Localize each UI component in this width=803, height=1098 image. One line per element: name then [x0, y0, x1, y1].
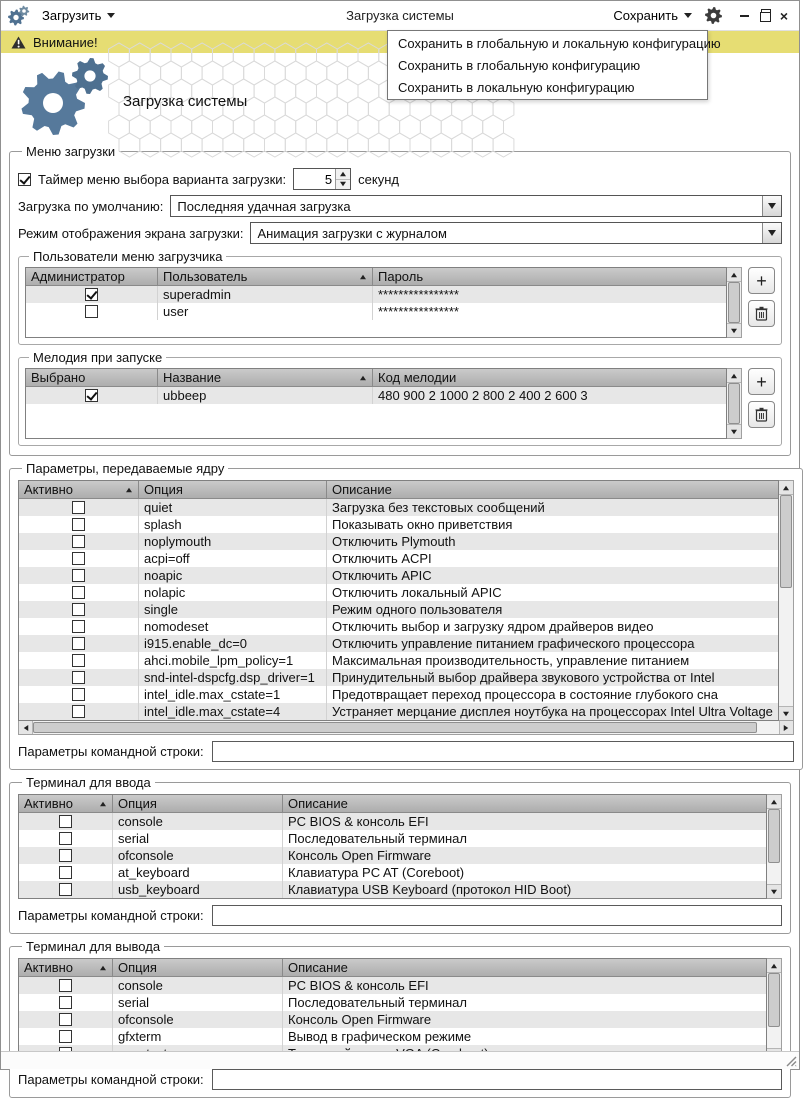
timer-checkbox[interactable] [18, 173, 31, 186]
window-close-button[interactable] [775, 7, 793, 25]
table-body [19, 977, 766, 1062]
row-checkbox[interactable] [59, 979, 72, 992]
cell-option: gfxterm [113, 1028, 283, 1045]
default-boot-label: Загрузка по умолчанию: [18, 198, 164, 214]
table-body [26, 387, 726, 438]
output-terminal-cmdline-input[interactable] [212, 1069, 782, 1090]
save-button[interactable] [609, 5, 696, 26]
cmdline-label: Параметры командной строки: [18, 1072, 204, 1087]
row-checkbox[interactable] [72, 535, 85, 548]
table-row[interactable] [19, 601, 778, 618]
row-checkbox[interactable] [72, 586, 85, 599]
scrollbar-track[interactable] [33, 721, 779, 734]
gears-logo-icon [17, 57, 113, 137]
checkbox-cell [19, 1028, 113, 1045]
scrollbar-thumb[interactable] [728, 282, 740, 323]
section-startup-melody [18, 350, 782, 446]
timer-label: Таймер меню выбора варианта загрузки: [38, 171, 287, 187]
spinner-buttons [335, 169, 350, 189]
toolbar-title: Загрузка системы [346, 8, 454, 23]
cell-description: Последовательный терминал [288, 831, 467, 846]
cell-option: noplymouth [139, 533, 327, 550]
timer-input[interactable] [294, 169, 335, 189]
table-row[interactable] [19, 1028, 766, 1045]
display-mode-combobox[interactable] [250, 222, 782, 244]
row-checkbox[interactable] [72, 637, 85, 650]
row-checkbox[interactable] [72, 705, 85, 718]
row-checkbox[interactable] [72, 654, 85, 667]
add-user-button[interactable] [748, 267, 775, 294]
row-checkbox[interactable] [72, 569, 85, 582]
cell-option: quiet [139, 499, 327, 516]
checkbox-cell [19, 635, 139, 652]
row-checkbox[interactable] [72, 518, 85, 531]
scrollbar-track[interactable] [767, 973, 781, 1048]
cell-name: ubbeep [158, 387, 373, 404]
row-checkbox[interactable] [72, 688, 85, 701]
menu-item-save-global-and-local[interactable]: Сохранить в глобальную и локальную конфигурацию [398, 35, 721, 51]
scrollbar-track[interactable] [779, 495, 793, 706]
table-row[interactable] [19, 584, 778, 601]
cell-option: serial [113, 994, 283, 1011]
column-header-option[interactable]: Опция [113, 795, 283, 812]
cell-description: Отключить ACPI [332, 551, 432, 566]
sort-asc-icon [126, 487, 132, 492]
cell-option: ofconsole [113, 847, 283, 864]
checkbox-cell [19, 516, 139, 533]
table-row[interactable] [19, 635, 778, 652]
checkbox-cell [19, 499, 139, 516]
checkbox-cell [19, 881, 113, 898]
scroll-down-button[interactable] [727, 424, 741, 438]
table-header [19, 795, 766, 813]
triangle-left-icon [23, 725, 28, 731]
checkbox-cell [26, 303, 158, 320]
cell-password: **************** [378, 304, 459, 319]
column-header-label: Активно [24, 960, 74, 975]
table-row[interactable] [26, 303, 726, 320]
row-checkbox[interactable] [59, 849, 72, 862]
app-gears-icon [7, 5, 30, 26]
menu-item-save-global[interactable]: Сохранить в глобальную конфигурацию [398, 57, 641, 73]
cell-description: Клавиатура PC AT (Coreboot) [288, 865, 465, 880]
warning-label: Внимание! [33, 34, 98, 50]
timer-spinner [293, 168, 351, 190]
table-actions [748, 368, 775, 428]
checkbox-cell [26, 286, 158, 303]
scrollbar-thumb[interactable] [768, 973, 780, 1027]
table-row[interactable] [19, 499, 778, 516]
cell-option: nomodeset [139, 618, 327, 635]
cell-option: ahci.mobile_lpm_policy=1 [139, 652, 327, 669]
cell-option: snd-intel-dspcfg.dsp_driver=1 [139, 669, 327, 686]
section-output-terminal [9, 939, 791, 1098]
checkbox-cell [26, 387, 158, 404]
cell-option: ofconsole [113, 1011, 283, 1028]
scrollbar-track[interactable] [767, 809, 781, 884]
row-checkbox[interactable] [59, 1013, 72, 1026]
chevron-down-icon [107, 13, 115, 18]
cell-password: **************** [378, 287, 459, 302]
settings-gear-icon[interactable] [704, 6, 723, 25]
triangle-right-icon [784, 725, 789, 731]
column-header-active[interactable] [19, 959, 113, 976]
maximize-icon [760, 12, 769, 20]
column-header-description[interactable]: Описание [332, 482, 392, 497]
column-header-label: Активно [24, 482, 74, 497]
window-minimize-button[interactable] [735, 7, 753, 25]
column-header-password[interactable]: Пароль [378, 269, 424, 284]
scroll-left-button[interactable] [19, 721, 33, 734]
cell-description: PC BIOS & консоль EFI [288, 978, 429, 993]
checkbox-cell [19, 533, 139, 550]
cell-option: intel_idle.max_cstate=1 [139, 686, 327, 703]
cell-description: Предотвращает переход процессора в состояние глубокого сна [332, 687, 718, 702]
scroll-up-button[interactable] [727, 268, 741, 282]
checkbox-cell [19, 813, 113, 830]
cell-code: 480 900 2 1000 2 800 2 400 2 600 3 [378, 388, 588, 403]
row-checkbox[interactable] [72, 603, 85, 616]
combobox-value: Последняя удачная загрузка [177, 198, 351, 214]
table-row[interactable] [19, 567, 778, 584]
sort-asc-icon [360, 274, 366, 279]
section-legend: Меню загрузки [26, 144, 116, 159]
table-row[interactable] [19, 618, 778, 635]
section-kernel-params [9, 461, 803, 770]
output-terminal-table [18, 958, 767, 1063]
close-icon: × [779, 7, 789, 24]
row-checkbox[interactable] [85, 288, 98, 301]
table-header [26, 268, 726, 286]
input-terminal-table [18, 794, 767, 899]
page-title: Загрузка системы [123, 93, 248, 110]
checkbox-cell [19, 669, 139, 686]
cell-option: noapic [139, 567, 327, 584]
add-icon: + [756, 270, 767, 291]
triangle-up-icon [783, 485, 789, 490]
checkbox-cell [19, 618, 139, 635]
row-checkbox[interactable] [72, 620, 85, 633]
triangle-up-icon [340, 172, 346, 177]
scroll-down-button[interactable] [727, 323, 741, 337]
input-terminal-cmdline-input[interactable] [212, 905, 782, 926]
cell-user: user [158, 303, 373, 320]
scrollbar-thumb[interactable] [33, 722, 757, 733]
table-row[interactable] [19, 669, 778, 686]
table-row[interactable] [26, 387, 726, 404]
scroll-down-button[interactable] [779, 706, 793, 720]
load-button-label: Загрузить [42, 8, 102, 23]
column-header-name[interactable] [158, 369, 373, 386]
checkbox-cell [19, 703, 139, 720]
sort-asc-icon [360, 375, 366, 380]
triangle-up-icon [731, 373, 737, 378]
table-row[interactable] [19, 881, 766, 898]
table-header [19, 959, 766, 977]
cmdline-label: Параметры командной строки: [18, 744, 204, 759]
sort-asc-icon [100, 801, 106, 806]
combobox-value: Анимация загрузки с журналом [257, 225, 447, 241]
column-header-option[interactable]: Опция [113, 959, 283, 976]
vertical-scrollbar[interactable] [767, 958, 782, 1063]
toolbar [1, 1, 799, 31]
row-checkbox[interactable] [59, 1030, 72, 1043]
trash-icon [755, 407, 768, 422]
section-input-terminal [9, 775, 791, 934]
scrollbar-thumb[interactable] [728, 383, 740, 424]
table-row[interactable] [19, 652, 778, 669]
menu-item-save-local[interactable]: Сохранить в локальную конфигурацию [398, 79, 635, 95]
cell-description: Отключить APIC [332, 568, 432, 583]
cell-description: Отключить Plymouth [332, 534, 456, 549]
scrollbar-thumb[interactable] [780, 495, 792, 588]
table-row[interactable] [19, 533, 778, 550]
cell-description: Отключить выбор и загрузку ядром драйверов видео [332, 619, 654, 634]
column-header-active[interactable] [19, 795, 113, 812]
row-checkbox[interactable] [85, 305, 98, 318]
triangle-down-icon [731, 328, 737, 333]
column-header-description[interactable]: Описание [288, 960, 348, 975]
row-checkbox[interactable] [85, 389, 98, 402]
table-row[interactable] [19, 686, 778, 703]
checkbox-cell [19, 567, 139, 584]
cell-option: at_keyboard [113, 864, 283, 881]
section-legend: Пользователи меню загрузчика [33, 249, 223, 264]
cell-description: PC BIOS & консоль EFI [288, 814, 429, 829]
scroll-up-button[interactable] [779, 481, 793, 495]
column-header-active[interactable] [19, 481, 139, 498]
kernel-cmdline-input[interactable] [212, 741, 794, 762]
row-checkbox[interactable] [59, 866, 72, 879]
row-checkbox[interactable] [59, 832, 72, 845]
section-boot-users [18, 249, 782, 345]
scroll-down-button[interactable] [767, 884, 781, 898]
scroll-up-button[interactable] [767, 795, 781, 809]
cell-option: serial [113, 830, 283, 847]
cell-description: Последовательный терминал [288, 995, 467, 1010]
triangle-down-icon [783, 711, 789, 716]
checkbox-cell [19, 584, 139, 601]
checkbox-cell [19, 686, 139, 703]
checkbox-cell [19, 994, 113, 1011]
spin-up-button[interactable] [336, 169, 350, 180]
checkbox-cell [19, 652, 139, 669]
scrollbar-track[interactable] [727, 383, 741, 424]
add-icon: + [756, 371, 767, 392]
table-row[interactable] [19, 516, 778, 533]
row-checkbox[interactable] [59, 815, 72, 828]
scroll-up-button[interactable] [727, 369, 741, 383]
scroll-right-button[interactable] [779, 721, 793, 734]
table-row[interactable] [19, 847, 766, 864]
cell-description: Устраняет мерцание дисплея ноутбука на процессорах Intel Ultra Voltage [332, 704, 773, 719]
cell-option: intel_idle.max_cstate=4 [139, 703, 327, 720]
triangle-down-icon [771, 889, 777, 894]
cell-description: Отключить управление питанием графического процессора [332, 636, 695, 651]
table-header [19, 481, 778, 499]
cell-option: single [139, 601, 327, 618]
combobox-arrow-button[interactable] [762, 196, 781, 216]
cell-option: splash [139, 516, 327, 533]
save-dropdown-menu [387, 30, 721, 100]
checkbox-cell [19, 847, 113, 864]
table-row[interactable] [19, 550, 778, 567]
scroll-up-button[interactable] [767, 959, 781, 973]
delete-melody-button[interactable] [748, 401, 775, 428]
scrollbar-thumb[interactable] [768, 809, 780, 863]
checkbox-cell [19, 830, 113, 847]
vertical-scrollbar[interactable] [779, 480, 794, 721]
table-body [19, 813, 766, 898]
cell-description: Показывать окно приветствия [332, 517, 513, 532]
row-checkbox[interactable] [59, 996, 72, 1009]
section-legend: Мелодия при запуске [33, 350, 163, 365]
column-header-option[interactable]: Опция [139, 481, 327, 498]
section-legend: Терминал для ввода [26, 775, 151, 790]
table-row[interactable] [26, 286, 726, 303]
triangle-down-icon [731, 429, 737, 434]
delete-user-button[interactable] [748, 300, 775, 327]
table-row[interactable] [19, 703, 778, 720]
section-legend: Терминал для вывода [26, 939, 161, 954]
cell-description: Принудительный выбор драйвера звукового устройства от Intel [332, 670, 715, 685]
section-legend: Параметры, передаваемые ядру [26, 461, 225, 476]
checkbox-cell [19, 1011, 113, 1028]
table-row[interactable] [19, 1011, 766, 1028]
section-boot-menu [9, 144, 791, 456]
boot-users-table [25, 267, 727, 338]
table-body [19, 499, 778, 720]
cell-option: console [113, 813, 283, 830]
cell-description: Максимальная производительность, управление питанием [332, 653, 690, 668]
triangle-up-icon [771, 963, 777, 968]
row-checkbox[interactable] [72, 552, 85, 565]
column-header-label: Название [163, 370, 222, 385]
vertical-scrollbar[interactable] [767, 794, 782, 899]
table-header [26, 369, 726, 387]
status-bar [1, 1051, 799, 1069]
row-checkbox[interactable] [72, 501, 85, 514]
checkbox-cell [19, 601, 139, 618]
column-header-code[interactable]: Код мелодии [378, 370, 457, 385]
default-boot-combobox[interactable] [170, 195, 782, 217]
vertical-scrollbar[interactable] [727, 368, 742, 439]
cell-option: usb_keyboard [113, 881, 283, 898]
triangle-up-icon [771, 799, 777, 804]
table-actions [748, 267, 775, 327]
cell-option: i915.enable_dc=0 [139, 635, 327, 652]
cell-description: Консоль Open Firmware [288, 1012, 432, 1027]
column-header-user[interactable] [158, 268, 373, 285]
cell-option: nolapic [139, 584, 327, 601]
triangle-down-icon [340, 182, 346, 187]
triangle-up-icon [731, 272, 737, 277]
table-body [26, 286, 726, 337]
checkbox-cell [19, 550, 139, 567]
save-button-label: Сохранить [613, 8, 678, 23]
sort-asc-icon [100, 965, 106, 970]
cell-description: Консоль Open Firmware [288, 848, 432, 863]
window-controls [735, 7, 793, 25]
triangle-down-icon [768, 203, 776, 209]
timer-unit-label: секунд [358, 171, 399, 187]
table-row[interactable] [19, 864, 766, 881]
minimize-icon [740, 15, 749, 17]
column-header-description[interactable]: Описание [288, 796, 348, 811]
cell-option: console [113, 977, 283, 994]
column-header-label: Пользователь [163, 269, 248, 284]
kernel-params-table [18, 480, 779, 721]
column-header-label: Активно [24, 796, 74, 811]
cell-description: Отключить локальный APIC [332, 585, 502, 600]
add-melody-button[interactable] [748, 368, 775, 395]
triangle-down-icon [768, 230, 776, 236]
checkbox-cell [19, 864, 113, 881]
window-maximize-button[interactable] [755, 7, 773, 25]
cell-description: Клавиатура USB Keyboard (протокол HID Boot) [288, 882, 572, 897]
horizontal-scrollbar[interactable] [18, 721, 794, 735]
cell-option: acpi=off [139, 550, 327, 567]
row-checkbox[interactable] [72, 671, 85, 684]
chevron-down-icon [684, 13, 692, 18]
melody-table [25, 368, 727, 439]
table-row[interactable] [19, 830, 766, 847]
vertical-scrollbar[interactable] [727, 267, 742, 338]
resize-grip[interactable] [784, 1054, 797, 1067]
column-header-admin[interactable]: Администратор [26, 268, 158, 285]
spin-down-button[interactable] [336, 180, 350, 190]
table-row[interactable] [19, 994, 766, 1011]
warning-icon [11, 36, 26, 49]
row-checkbox[interactable] [59, 883, 72, 896]
checkbox-cell [19, 977, 113, 994]
cell-description: Режим одного пользователя [332, 602, 503, 617]
combobox-arrow-button[interactable] [762, 223, 781, 243]
column-header-selected[interactable]: Выбрано [26, 369, 158, 386]
cmdline-label: Параметры командной строки: [18, 908, 204, 923]
cell-description: Вывод в графическом режиме [288, 1029, 472, 1044]
table-row[interactable] [19, 813, 766, 830]
load-button[interactable] [38, 5, 119, 26]
trash-icon [755, 306, 768, 321]
scrollbar-track[interactable] [727, 282, 741, 323]
display-mode-label: Режим отображения экрана загрузки: [18, 225, 244, 241]
cell-user: superadmin [158, 286, 373, 303]
table-row[interactable] [19, 977, 766, 994]
cell-description: Загрузка без текстовых сообщений [332, 500, 545, 515]
